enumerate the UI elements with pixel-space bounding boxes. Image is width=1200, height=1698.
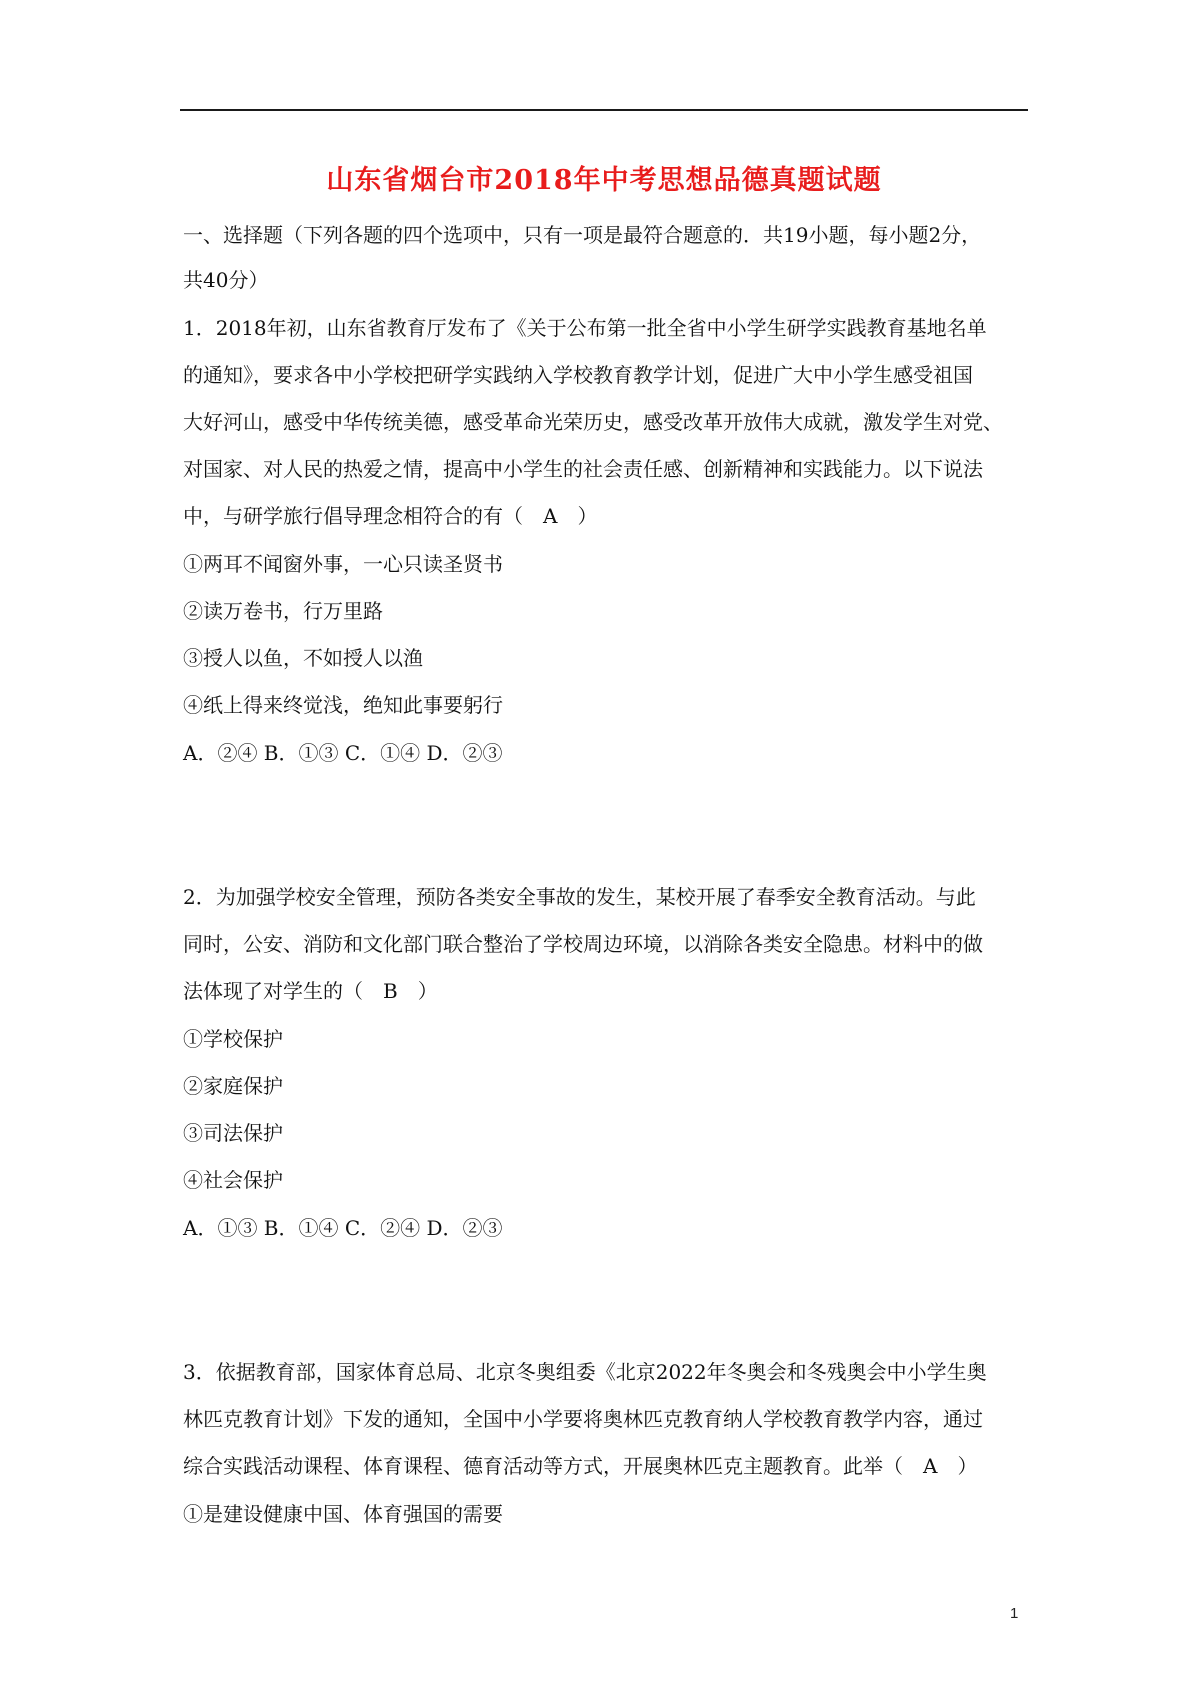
question-2-statement: ④社会保护 [183,1168,283,1192]
section-heading-line: 一、选择题（下列各题的四个选项中，只有一项是最符合题意的．共19小题，每小题2分， [183,223,982,247]
page-number: 1 [1010,1605,1019,1622]
question-2-stem-line: 法体现了对学生的（ B ） [183,979,438,1003]
question-1-stem-line: 大好河山，感受中华传统美德，感受革命光荣历史，感受改革开放伟大成就，激发学生对党、 [183,410,1003,434]
question-2-statement: ①学校保护 [183,1027,283,1051]
question-2-stem-line: 2．为加强学校安全管理，预防各类安全事故的发生，某校开展了春季安全教育活动。与此 [183,885,976,909]
question-2-options: A．①③ B．①④ C．②④ D．②③ [183,1216,503,1240]
section-heading-line: 共40分） [183,268,269,292]
question-3-stem-line: 林匹克教育计划》下发的通知，全国中小学要将奥林匹克教育纳人学校教育教学内容，通过 [183,1407,983,1431]
question-1-stem-line: 对国家、对人民的热爱之情，提高中小学生的社会责任感、创新精神和实践能力。以下说法 [183,457,983,481]
question-1-options: A．②④ B．①③ C．①④ D．②③ [183,741,503,765]
question-1-stem-line: 中，与研学旅行倡导理念相符合的有（ A ） [183,504,598,528]
question-1-stem-line: 的通知》，要求各中小学校把研学实践纳入学校教育教学计划，促进广大中小学生感受祖国 [183,363,973,387]
header-rule [180,109,1028,111]
question-2-statement: ③司法保护 [183,1121,283,1145]
question-1-statement: ④纸上得来终觉浅，绝知此事要躬行 [183,693,503,717]
question-1-stem-line: 1．2018年初，山东省教育厅发布了《关于公布第一批全省中小学生研学实践教育基地名单 [183,316,987,340]
document-title: 山东省烟台市2018年中考思想品德真题试题 [326,165,882,196]
question-3-stem-line: 3．依据教育部，国家体育总局、北京冬奥组委《北京2022年冬奥会和冬残奥会中小学生奥 [183,1360,987,1384]
question-1-statement: ①两耳不闻窗外事，一心只读圣贤书 [183,552,503,576]
question-3-stem-line: 综合实践活动课程、体育课程、德育活动等方式，开展奥林匹克主题教育。此举（ A ） [183,1454,978,1478]
question-2-statement: ②家庭保护 [183,1074,283,1098]
question-3-statement: ①是建设健康中国、体育强国的需要 [183,1502,503,1526]
question-1-statement: ③授人以鱼，不如授人以渔 [183,646,423,670]
question-2-stem-line: 同时，公安、消防和文化部门联合整治了学校周边环境，以消除各类安全隐患。材料中的做 [183,932,983,956]
question-1-statement: ②读万卷书，行万里路 [183,599,383,623]
